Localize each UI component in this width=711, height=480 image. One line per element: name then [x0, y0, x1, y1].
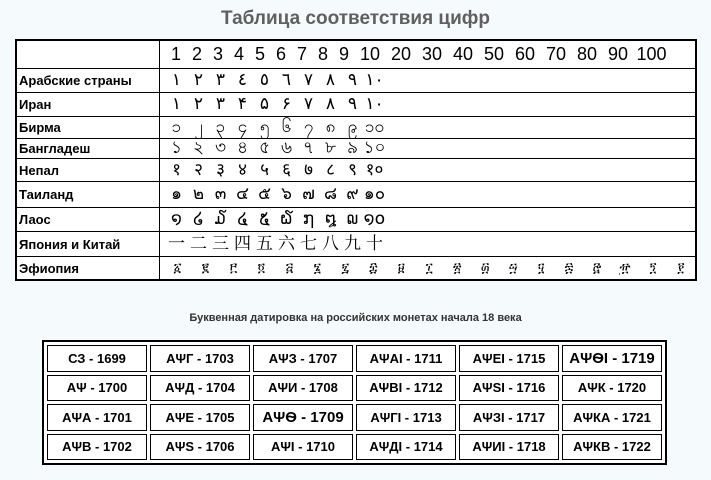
- empty-corner-cell: [16, 40, 159, 68]
- digit-glyph: ၁: [171, 117, 182, 138]
- digit-glyph: ፫: [229, 260, 238, 276]
- digit-glyph: ፮: [313, 260, 322, 276]
- digit-glyph: ๓: [214, 183, 227, 204]
- digit-glyph: ๔: [236, 183, 249, 204]
- digit-glyph: ٧: [303, 69, 314, 90]
- digit-glyph: ๗: [302, 183, 315, 204]
- digit-glyph: ໑໐: [363, 208, 386, 229]
- digit-glyph: 七: [300, 233, 317, 254]
- header-row: [16, 40, 696, 68]
- digit-glyph: ၅: [259, 117, 270, 138]
- table-row: [16, 159, 696, 181]
- digit-glyph: ၇: [303, 117, 314, 138]
- coin-date-cell: АΨѲI - 1719: [562, 345, 662, 372]
- coin-table: [42, 340, 667, 465]
- digit-glyph: ๒: [192, 183, 205, 204]
- digits-cell: [159, 92, 696, 116]
- digit-glyph: 二: [190, 233, 207, 254]
- digit-glyph: ۴: [237, 94, 248, 115]
- digit-glyphs: [160, 139, 696, 158]
- digit-glyph: ໓: [214, 208, 227, 229]
- coin-date-cell: АΨАI - 1711: [356, 345, 456, 372]
- digit-glyph: ၂: [194, 117, 203, 138]
- digit-glyph: ๑๐: [363, 183, 386, 204]
- digit-glyph: ٣: [215, 69, 226, 90]
- digit-glyphs: [160, 117, 696, 138]
- header-number: 6: [275, 44, 286, 65]
- digit-glyph: 五: [256, 233, 273, 254]
- digits-cell: [159, 159, 696, 181]
- table-row: [16, 207, 696, 231]
- header-number: 10: [359, 44, 381, 65]
- coin-date-cell: АΨК - 1720: [562, 375, 662, 402]
- header-numbers: [160, 41, 696, 68]
- header-number: 5: [254, 44, 265, 65]
- digit-glyph: ٩: [347, 69, 358, 90]
- digit-glyph: ๘: [323, 183, 338, 204]
- digit-glyph: ९: [348, 159, 357, 180]
- digit-glyph: ۲: [193, 94, 204, 115]
- digit-glyph: ፰: [369, 260, 378, 276]
- digit-glyph: ৬: [280, 138, 293, 159]
- digit-glyph: ၃: [215, 117, 226, 138]
- digit-glyph: ২: [192, 138, 205, 159]
- digit-glyph: ፭: [285, 260, 294, 276]
- header-number: 50: [483, 44, 505, 65]
- digit-glyph: ४: [238, 159, 247, 180]
- digit-glyphs: [160, 69, 696, 92]
- digits-cell: [159, 117, 696, 139]
- row-label: Эфиопия: [16, 257, 159, 280]
- digit-glyph: ፵: [508, 260, 518, 276]
- digit-glyph: ፺: [649, 260, 657, 276]
- coin-row: [47, 345, 662, 372]
- digit-glyph: ۷: [303, 94, 314, 115]
- digit-glyph: ৭: [302, 138, 315, 159]
- header-number: 7: [296, 44, 307, 65]
- digit-glyph: 一: [168, 233, 185, 254]
- row-label: Япония и Китай: [16, 232, 159, 257]
- digit-glyph: ፪: [201, 260, 210, 276]
- digit-glyph: 九: [344, 233, 361, 254]
- coin-section-subtitle: Буквенная датировка на российских монетах начала 18 века: [189, 312, 522, 324]
- coin-date-cell: АΨЗ - 1707: [253, 345, 353, 372]
- digit-glyphs: [160, 232, 696, 256]
- coin-date-cell: АΨКА - 1721: [562, 404, 662, 431]
- row-label: Непал: [16, 159, 159, 181]
- digit-glyph: ၁၀: [364, 117, 385, 138]
- digit-glyph: ๕: [258, 183, 271, 204]
- header-number: 90: [607, 44, 629, 65]
- row-label: Таиланд: [16, 181, 159, 207]
- digit-glyph: ፻: [677, 260, 685, 276]
- digits-cell: [159, 207, 696, 231]
- digit-glyph: ٢: [193, 69, 204, 90]
- coin-date-cell: АΨЕI - 1715: [459, 345, 559, 372]
- coin-row: [47, 375, 662, 402]
- digit-glyph: ໑: [171, 208, 182, 229]
- digit-glyph: ۱۰: [365, 94, 384, 115]
- digit-glyph: ፩: [173, 260, 182, 276]
- digit-glyph: १०: [365, 159, 384, 180]
- digit-glyph: ፹: [619, 260, 631, 276]
- header-number: 100: [636, 44, 667, 65]
- row-label: Бангладеш: [16, 139, 159, 159]
- digit-glyph: ۳: [215, 94, 226, 115]
- digit-glyph: ๖: [281, 183, 292, 204]
- header-number: 40: [452, 44, 474, 65]
- header-number: 30: [421, 44, 443, 65]
- digit-glyph: ፸: [592, 260, 602, 276]
- digit-glyph: 八: [322, 233, 339, 254]
- coin-date-cell: АΨКВ - 1722: [562, 434, 662, 461]
- coin-date-cell: АΨSI - 1716: [459, 375, 559, 402]
- digit-glyph: ໔: [237, 208, 248, 229]
- digit-glyph: ፱: [397, 260, 405, 276]
- row-label: Иран: [16, 92, 159, 116]
- coin-date-cell: АΨД - 1704: [150, 375, 250, 402]
- digit-glyph: ፴: [480, 260, 490, 276]
- digit-glyph: ໙: [346, 208, 359, 229]
- digit-glyph: ۸: [325, 94, 336, 115]
- digit-glyph: ५: [260, 159, 269, 180]
- digits-cell: [159, 257, 696, 280]
- coin-date-cell: АΨИI - 1718: [459, 434, 559, 461]
- digit-glyph: ፬: [257, 260, 265, 276]
- digit-glyph: ६: [282, 159, 291, 180]
- coin-row: [47, 404, 662, 431]
- table-row: [16, 257, 696, 280]
- digit-glyph: २: [194, 159, 203, 180]
- digit-glyph: 十: [366, 233, 383, 254]
- coin-date-cell: АΨ - 1700: [47, 375, 147, 402]
- digit-glyph: ۱: [171, 94, 182, 115]
- digit-glyphs: [160, 93, 696, 116]
- digit-glyph: ໗: [302, 208, 315, 229]
- coin-date-cell: АΨГI - 1713: [356, 404, 456, 431]
- row-label: Бирма: [16, 117, 159, 139]
- digit-glyph: ၉: [347, 117, 358, 138]
- header-number: 4: [233, 44, 244, 65]
- coin-date-cell: АΨЗI - 1717: [459, 404, 559, 431]
- digit-glyph: ८: [326, 159, 335, 180]
- digit-glyph: ٨: [325, 69, 336, 90]
- table-row: [16, 232, 696, 257]
- digit-glyph: ၄: [237, 117, 248, 138]
- digit-glyph: ১: [170, 138, 183, 159]
- table-row: [16, 68, 696, 92]
- coin-date-cell: АΨВ - 1702: [47, 434, 147, 461]
- digit-glyph: ፶: [537, 260, 545, 276]
- header-number: 3: [212, 44, 223, 65]
- digit-glyph: ፳: [452, 260, 462, 276]
- coin-date-cell: АΨДI - 1714: [356, 434, 456, 461]
- digit-glyph: ፲: [425, 260, 433, 276]
- table-row: [16, 92, 696, 116]
- digit-glyph: ٥: [259, 69, 270, 90]
- digit-glyph: ፯: [341, 260, 350, 276]
- digit-glyph: ७: [304, 159, 313, 180]
- coin-date-cell: АΨI - 1710: [253, 434, 353, 461]
- coin-date-cell: АΨЕ - 1705: [150, 404, 250, 431]
- header-number: 60: [514, 44, 536, 65]
- digit-glyph: ३: [216, 159, 225, 180]
- digit-glyph: ၆: [281, 117, 292, 138]
- header-number: 80: [576, 44, 598, 65]
- digit-glyph: ١٠: [365, 69, 384, 90]
- digit-glyph: ໒: [193, 208, 204, 229]
- digits-cell: [159, 68, 696, 92]
- digit-glyphs: [160, 208, 696, 231]
- table-row: [16, 139, 696, 159]
- digit-glyphs: [160, 159, 696, 180]
- header-number: 1: [170, 44, 181, 65]
- table-row: [16, 117, 696, 139]
- digit-glyph: 六: [278, 233, 295, 254]
- digit-glyph: ۹: [347, 94, 358, 115]
- coin-date-cell: АΨѲ - 1709: [253, 404, 353, 431]
- digit-glyphs: [160, 182, 696, 207]
- digit-glyph: 三: [212, 233, 229, 254]
- digit-glyph: ໖: [280, 208, 293, 229]
- digit-glyph: ۶: [281, 94, 292, 115]
- digit-glyph: ໘: [324, 208, 337, 229]
- digit-glyph: ๙: [346, 183, 359, 204]
- digits-cell: [159, 181, 696, 207]
- row-label: Арабские страны: [16, 68, 159, 92]
- header-number: 9: [338, 44, 349, 65]
- header-number: 8: [317, 44, 328, 65]
- digit-glyphs: [160, 257, 696, 279]
- coin-date-cell: АΨS - 1706: [150, 434, 250, 461]
- digit-glyph: ۵: [259, 94, 270, 115]
- digit-glyph: ৪: [236, 138, 249, 159]
- digit-glyph: ৩: [214, 138, 227, 159]
- digit-glyph: ৯: [346, 138, 359, 159]
- digit-glyph: ৫: [258, 138, 271, 159]
- digits-cell: [159, 139, 696, 159]
- header-numbers-cell: [159, 40, 696, 68]
- digit-glyph: ٤: [237, 69, 248, 90]
- page-title: Таблица соответствия цифр: [220, 8, 491, 29]
- table-row: [16, 181, 696, 207]
- coin-row: [47, 434, 662, 461]
- coin-date-cell: АΨА - 1701: [47, 404, 147, 431]
- digit-glyph: 四: [234, 233, 251, 254]
- digits-cell: [159, 232, 696, 257]
- coin-date-cell: АΨВI - 1712: [356, 375, 456, 402]
- header-number: 20: [390, 44, 412, 65]
- digit-glyph: ٦: [281, 69, 292, 90]
- coin-date-cell: СЗ - 1699: [47, 345, 147, 372]
- coin-date-cell: АΨГ - 1703: [150, 345, 250, 372]
- coin-date-cell: АΨИ - 1708: [253, 375, 353, 402]
- digit-glyph: ၈: [325, 117, 336, 138]
- digit-glyph: ١: [171, 69, 182, 90]
- digit-glyph: ໕: [259, 208, 270, 229]
- digit-glyph: ፷: [564, 260, 574, 276]
- digit-glyph: ১০: [363, 138, 386, 159]
- digits-table: [15, 39, 697, 281]
- header-number: 70: [545, 44, 567, 65]
- digit-glyph: १: [172, 159, 181, 180]
- digit-glyph: ৮: [324, 138, 337, 159]
- header-number: 2: [191, 44, 202, 65]
- digit-glyph: ๑: [171, 183, 182, 204]
- row-label: Лаос: [16, 207, 159, 231]
